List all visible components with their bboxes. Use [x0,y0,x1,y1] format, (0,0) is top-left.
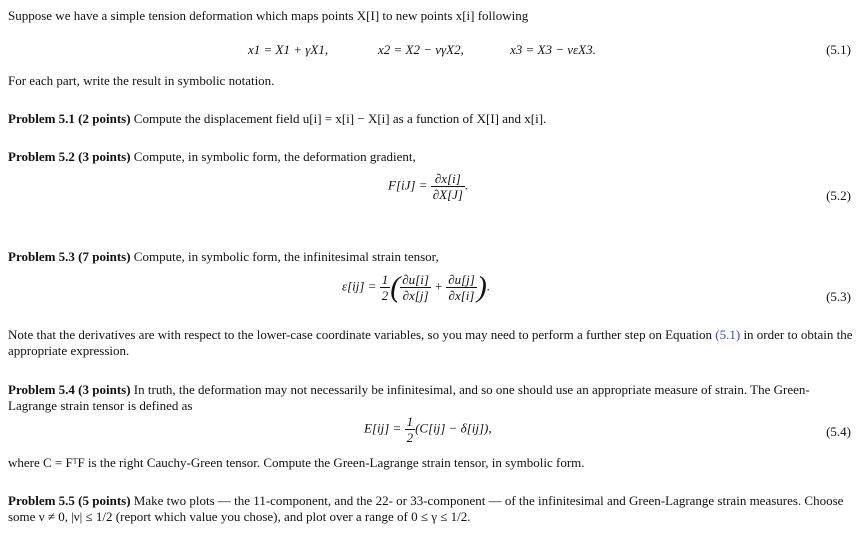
eq54 [364,414,492,445]
equation-5-1-link[interactable]: (5.1) [715,327,741,342]
eq51-term-2: x2 = X2 − νγX2, [378,42,464,57]
problem-5-1-text: Compute the displacement field u[i] = x[i] − X[i] as a function of X[I] and x[i]. [133,111,547,126]
note-text-b: in order to obtain the appropriate expression. [8,327,853,358]
problem-5-3-text: Compute, in symbolic form, the infinitesimal strain tensor, [133,249,439,264]
eq52-fraction [431,171,465,202]
eq54-half-numerator: 1 [406,414,414,429]
eq53-number: (5.3) [826,289,851,304]
problem-5-1-heading: Problem 5.1 (2 points) [8,111,131,126]
eq53-term-1-denominator: ∂x[j] [402,288,429,303]
eq53-term-2 [446,272,477,303]
problem-5-4-after: where C = FᵀF is the right Cauchy-Green tensor. Compute the Green-Lagrange strain tensor, in symbolic form. [8,455,585,470]
problem-5-5 [8,493,853,525]
eq51-term-1: x1 = X1 + γX1, [248,42,329,57]
eq51-number: (5.1) [826,42,851,57]
eq52-denominator: ∂X[J] [432,187,463,202]
each-part-text: For each part, write the result in symbolic notation. [8,73,275,88]
eq54-half-denominator: 2 [406,430,414,445]
eq52-period: . [464,177,469,193]
eq53-right-paren: ) [476,270,487,304]
eq53-plus: + [434,278,443,294]
eq54-lhs: E[ij] = [364,420,402,436]
eq53-term-2-denominator: ∂x[i] [448,288,475,303]
problem-5-2-text: Compute, in symbolic form, the deformation gradient, [133,149,416,164]
eq52-numerator: ∂x[i] [431,171,465,187]
eq54-half [405,414,416,445]
eq53-left-paren: ( [390,270,401,304]
eq54-number: (5.4) [826,424,851,439]
eq53-term-1 [400,272,431,303]
problem-5-4 [8,382,853,414]
eq52-lhs: F[iJ] = [388,177,428,193]
problem-5-3 [8,249,853,265]
problem-5-1 [8,111,853,127]
problem-5-5-text: Make two plots — the 11-component, and the 22- or 33-component — of the infinitesimal and Green-Lagrange strain measures. Choose some ν ≠ 0, |ν| ≤ 1/2 (report which value you chose), and plot over a range of 0 ≤ γ ≤ 1/2. [8,493,844,524]
problem-5-5-heading: Problem 5.5 (5 points) [8,493,131,508]
intro-text: Suppose we have a simple tension deformation which maps points X[I] to new points x[i] following [8,8,529,23]
eq52-number: (5.2) [826,188,851,203]
note-text-a: Note that the derivatives are with respect to the lower-case coordinate variables, so you may need to perform a further step on Equation [8,327,713,342]
eq53 [342,272,490,303]
eq53-term-2-numerator: ∂u[j] [448,272,475,287]
eq53-lhs: ε[ij] = [342,278,377,294]
eq51-term-3: x3 = X3 − νεX3. [510,42,596,57]
problem-5-3-note [8,327,853,359]
problem-5-2 [8,149,853,165]
eq52 [388,171,468,202]
eq53-half-denominator: 2 [381,288,389,303]
problem-5-4-heading: Problem 5.4 (3 points) [8,382,131,397]
problem-5-4-text: In truth, the deformation may not necessarily be infinitesimal, and so one should use an appropriate measure of strain. The Green-Lagrange strain tensor is defined as [8,382,810,413]
eq53-half [380,272,391,303]
eq53-half-numerator: 1 [381,272,389,287]
eq53-period: . [486,278,491,294]
problem-5-2-heading: Problem 5.2 (3 points) [8,149,131,164]
problem-5-3-heading: Problem 5.3 (7 points) [8,249,131,264]
eq54-rhs: (C[ij] − δ[ij]), [415,420,492,436]
eq53-term-1-numerator: ∂u[i] [402,272,429,287]
